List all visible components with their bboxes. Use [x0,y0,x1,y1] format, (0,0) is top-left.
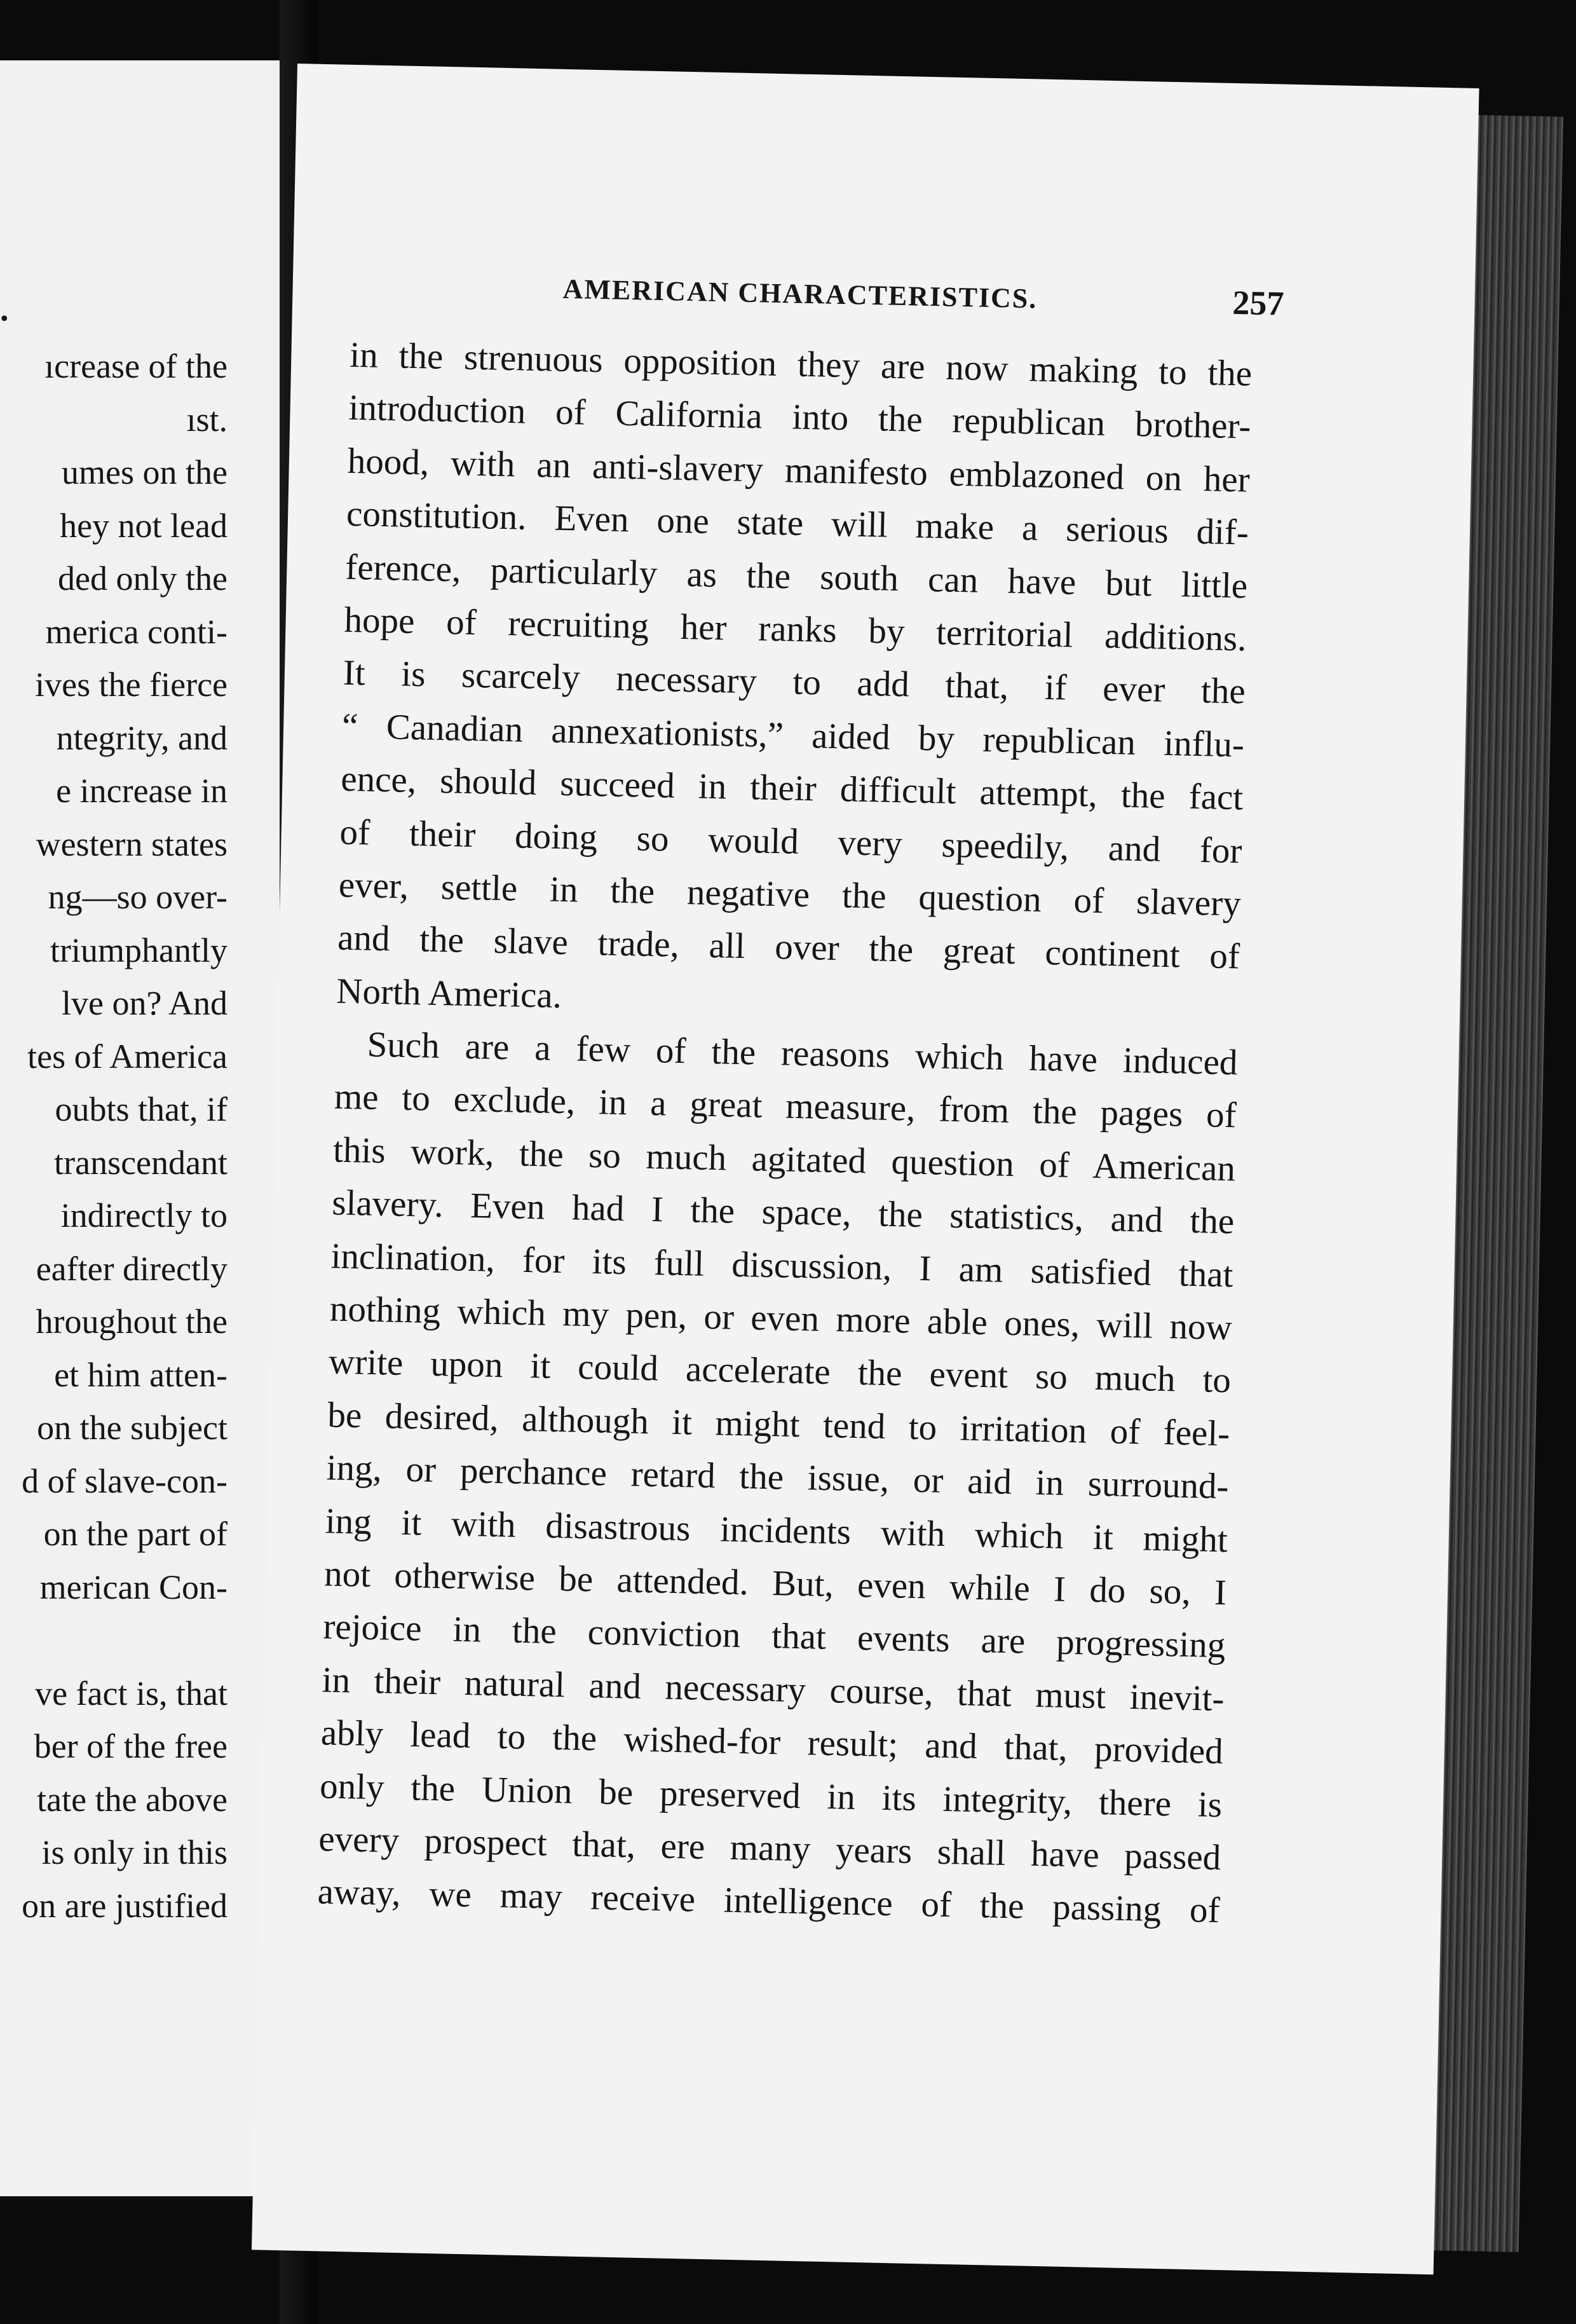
text-line: ably lead to the wished-for result; and that, provided [320,1712,1224,1772]
text-line: me to exclude, in a great measure, from the pages of [334,1077,1237,1136]
left-text-line: ber of the free [34,1727,228,1765]
left-running-head-fragment: . [0,290,9,328]
right-page [252,64,1479,2274]
text-line: rejoice in the conviction that events are progressing [322,1606,1226,1666]
text-line: “ Canadian annexationists,” aided by republican influ- [341,706,1245,765]
left-text-line: merican Con- [39,1568,228,1606]
left-text-line [0,1614,228,1667]
body-text [317,329,1253,1938]
left-text-line: d of slave-con- [22,1461,228,1500]
left-text-line: umes on the [62,453,228,491]
left-text-line: hey not lead [60,506,228,545]
text-line: not otherwise be attended. But, even while I do so, I [323,1554,1227,1613]
left-text-line: ıst. [186,400,228,439]
left-text-line: is only in this [41,1833,228,1871]
text-line: hope of recruiting her ranks by territorial additions. [344,599,1247,659]
text-line: ence, should succeed in their difficult attempt, the fact [340,758,1244,818]
text-line: introduction of California into the republican brother- [348,388,1252,447]
text-line: only the Union be preserved in its integrity, there is [319,1765,1223,1825]
text-line: ference, particularly as the south can have but little [344,547,1248,606]
text-line: nothing which my pen, or even more able ones, will now [329,1288,1233,1348]
left-text-line: hroughout the [36,1302,228,1341]
text-line: North America. [336,971,562,1016]
text-line: write upon it could accelerate the event so much to [328,1341,1232,1401]
left-text-line: lve on? And [62,984,228,1022]
text-line: Such are a few of the reasons which have induced [367,1024,1239,1083]
text-line: away, we may receive intelligence of the passing of [317,1871,1221,1931]
left-text-line: ve fact is, that [35,1674,228,1712]
left-text-line: merica conti- [45,612,228,651]
left-text-line: ded only the [58,559,228,598]
left-text-line: ıcrease of the [44,347,228,385]
left-text-line: on the subject [37,1409,228,1447]
left-text-line: on the part of [43,1515,228,1553]
left-text-line: indirectly to [60,1196,228,1234]
text-line: and the slave trade, all over the great continent of [337,917,1240,977]
text-line: hood, with an anti-slavery manifesto emblazoned on her [347,441,1251,500]
left-text-line: triumphantly [50,931,228,969]
left-text-line: eafter directly [36,1249,228,1288]
left-text-line: tes of America [27,1037,228,1076]
text-line: It is scarcely necessary to add that, if ever the [343,653,1246,712]
text-line: inclination, for its full discussion, I am satisfied that [330,1236,1234,1295]
left-text-line: e increase in [56,772,228,810]
left-page [0,60,280,2196]
text-line: ing, or perchance retard the issue, or aid in surround- [326,1447,1230,1507]
text-line: ever, settle in the negative the question of slavery [338,865,1242,924]
left-page-text [0,340,228,1932]
text-line: in their natural and necessary course, that must inevit- [322,1660,1225,1719]
text-line: in the strenuous opposition they are now making to the [349,334,1253,394]
text-line: of their doing so would very speedily, and for [339,812,1243,871]
left-text-line: oubts that, if [55,1090,228,1128]
text-line: this work, the so much agitated question of American [332,1130,1236,1189]
left-text-line: ives the fierce [35,666,228,704]
text-line: constitution. Even one state will make a serious dif- [346,493,1249,553]
running-title: AMERICAN CHARACTERISTICS. [562,273,1038,315]
left-text-line: western states [36,824,228,863]
text-line: ing it with disastrous incidents with which it might [325,1501,1228,1560]
left-text-line: transcendant [54,1143,228,1182]
left-text-line: on are justified [22,1886,228,1925]
text-line: every prospect that, ere many years shall have passed [318,1819,1221,1878]
running-head [292,267,1284,332]
left-text-line: ntegrity, and [56,718,228,757]
page-number: 257 [1232,283,1285,323]
left-text-line: et him atten- [54,1355,228,1394]
left-text-line: ng—so over- [48,878,228,916]
left-text-line: tate the above [37,1780,228,1819]
text-line: slavery. Even had I the space, the statistics, and the [331,1182,1235,1242]
text-line: be desired, although it might tend to irritation of feel- [327,1395,1230,1454]
